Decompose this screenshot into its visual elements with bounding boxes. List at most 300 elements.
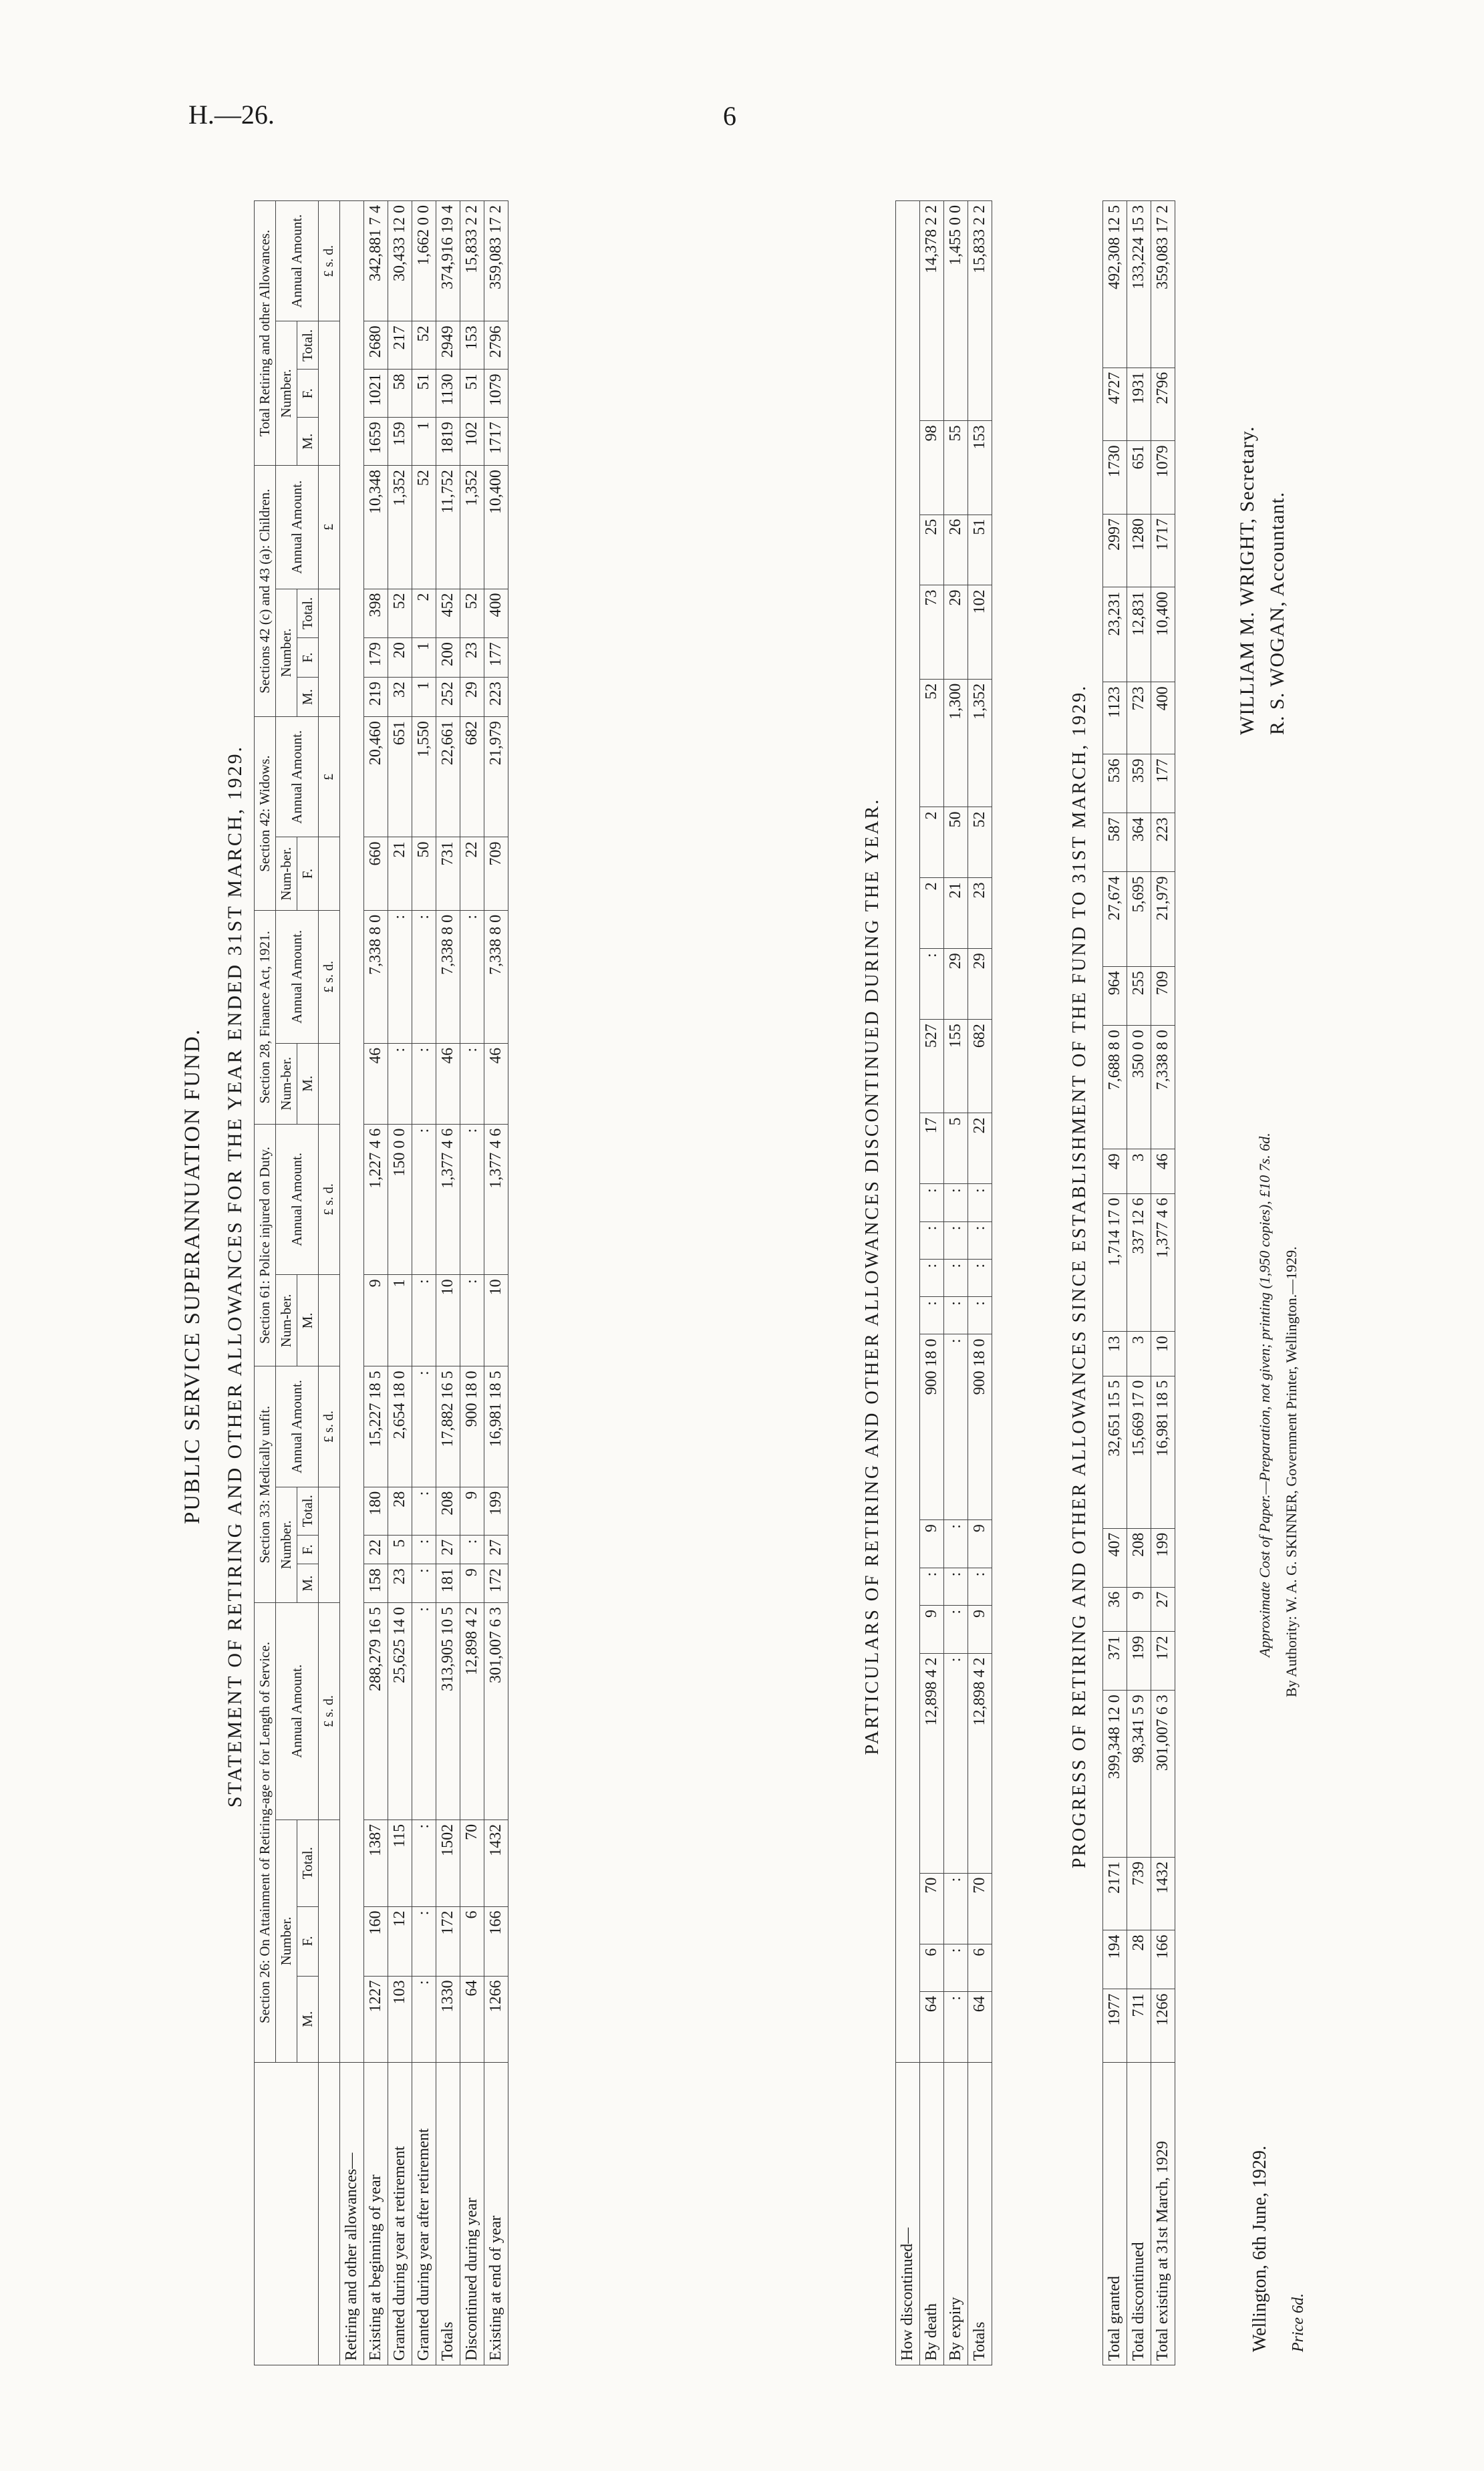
table-row xyxy=(436,201,460,2365)
male-header: M. xyxy=(297,418,319,466)
cell-total: 55 xyxy=(944,421,968,515)
cell-s33: 900 18 0 xyxy=(920,1334,944,1520)
cell-s42: 50 xyxy=(412,837,436,910)
cell-s28: 350 0 0 xyxy=(1127,1026,1151,1149)
cell-total: 342,881 7 4 xyxy=(364,201,388,321)
cell-s33: 172 xyxy=(484,1564,508,1603)
particulars-title: PARTICULARS OF RETIRING AND OTHER ALLOWANCES DISCONTINUED DURING THE YEAR. xyxy=(862,797,883,1755)
units-lsd: £ s. d. xyxy=(319,1366,340,1487)
cell-total: 52 xyxy=(412,321,436,370)
section-label: Retiring and other allowances— xyxy=(340,2063,364,2365)
cell-s42c: 1,352 xyxy=(388,466,412,589)
statement-table-body xyxy=(364,201,508,2365)
cell-s42: 22 xyxy=(460,837,484,910)
cell-total: 1280 xyxy=(1127,514,1151,587)
female-header: F. xyxy=(297,837,319,910)
cell-total: 359,083 17 2 xyxy=(484,201,508,321)
table-row xyxy=(944,201,968,2365)
section-label: How discontinued— xyxy=(896,2063,920,2365)
table-row xyxy=(388,201,412,2365)
cell-s28: : xyxy=(968,1221,992,1259)
number-header: Number. xyxy=(276,589,297,717)
cell-s33: : xyxy=(944,1520,968,1568)
cell-s42: 682 xyxy=(460,717,484,837)
cell-total: 1717 xyxy=(1151,514,1175,587)
cell-s42: 155 xyxy=(944,1020,968,1113)
cell-total: 51 xyxy=(412,370,436,418)
cell-s42: 709 xyxy=(484,837,508,910)
cell-s33: 17,882 16 5 xyxy=(436,1366,460,1487)
cell-s26: 194 xyxy=(1103,1930,1127,1989)
cell-s26: 1227 xyxy=(364,1976,388,2062)
cell-s61: 1,227 4 6 xyxy=(364,1124,388,1275)
cell-s42c: 29 xyxy=(460,678,484,717)
cell-total: 1 xyxy=(412,418,436,466)
cell-s26: 70 xyxy=(920,1873,944,1944)
cell-s33: 9 xyxy=(968,1520,992,1568)
table-row xyxy=(1127,201,1151,2365)
cell-s61: : xyxy=(412,1124,436,1275)
row-label: Existing at end of year xyxy=(484,2063,508,2365)
cell-s42c: 200 xyxy=(436,638,460,678)
cell-s33: : xyxy=(944,1605,968,1653)
units-spacer xyxy=(319,837,340,910)
table-row xyxy=(364,201,388,2365)
cell-s26: 64 xyxy=(968,1992,992,2063)
cell-s33: : xyxy=(412,1564,436,1603)
cell-s61: 150 0 0 xyxy=(388,1124,412,1275)
cell-s42: 27,674 xyxy=(1103,872,1127,967)
cell-s33: 900 18 0 xyxy=(968,1334,992,1520)
cell-s26: 1432 xyxy=(484,1820,508,1906)
cell-total: 2997 xyxy=(1103,514,1127,587)
cell-s42c: 452 xyxy=(436,589,460,638)
row-label: Totals xyxy=(968,2063,992,2365)
cell-s26: 6 xyxy=(460,1906,484,1976)
cell-total: 4727 xyxy=(1103,368,1127,441)
cell-s28: 46 xyxy=(436,1043,460,1124)
cell-s28: 7,338 8 0 xyxy=(1151,1026,1175,1149)
cell-s42c: 12,831 xyxy=(1127,587,1151,682)
cell-total: 2680 xyxy=(364,321,388,370)
cell-s42c: 536 xyxy=(1103,754,1127,813)
cell-total: 2796 xyxy=(1151,368,1175,441)
cell-total: 1,455 0 0 xyxy=(944,201,968,421)
annual-header: Annual Amount. xyxy=(276,1124,319,1275)
cell-s61: 337 12 6 xyxy=(1127,1193,1151,1332)
cell-s42c: 1,352 xyxy=(968,679,992,807)
cell-s61: 9 xyxy=(364,1275,388,1366)
row-label: Totals xyxy=(436,2063,460,2365)
cell-s33: 9 xyxy=(920,1605,944,1653)
cell-s26: 1266 xyxy=(484,1976,508,2062)
cell-s26: 166 xyxy=(1151,1930,1175,1989)
cell-s42: 20,460 xyxy=(364,717,388,837)
male-header: M. xyxy=(297,1043,319,1124)
cell-s33: 181 xyxy=(436,1564,460,1603)
rotated-page-content xyxy=(154,174,1307,2379)
cell-s42c: 2 xyxy=(412,589,436,638)
cell-s33: 15,227 18 5 xyxy=(364,1366,388,1487)
cell-s33: : xyxy=(944,1334,968,1520)
cell-total: 1931 xyxy=(1127,368,1151,441)
cell-s33: : xyxy=(944,1568,968,1605)
cell-s42: 5 xyxy=(944,1113,968,1184)
cell-s42: 709 xyxy=(1151,967,1175,1026)
cell-total: 102 xyxy=(460,418,484,466)
cell-s33: 208 xyxy=(436,1487,460,1535)
statement-table-head xyxy=(255,201,364,2365)
cell-total: 153 xyxy=(460,321,484,370)
signature-accountant: R. S. WOGAN, Accountant. xyxy=(1266,491,1288,735)
cell-total: 492,308 12 5 xyxy=(1103,201,1127,368)
cell-s42c: 50 xyxy=(944,807,968,878)
units-lsd: £ s. d. xyxy=(319,201,340,321)
annual-header: Annual Amount. xyxy=(276,1603,319,1820)
cell-s33: 16,981 18 5 xyxy=(1151,1376,1175,1528)
cell-s61: 10 xyxy=(1151,1332,1175,1376)
row-label: By expiry xyxy=(944,2063,968,2365)
number-header: Number. xyxy=(276,1487,297,1602)
cell-s28: : xyxy=(388,910,412,1043)
cell-s28: 46 xyxy=(1151,1149,1175,1193)
row-label: Total existing at 31st March, 1929 xyxy=(1151,2063,1175,2365)
cell-s61: : xyxy=(920,1297,944,1334)
cell-s42c: 23 xyxy=(968,878,992,949)
female-header: F. xyxy=(297,638,319,678)
cell-s42: 731 xyxy=(436,837,460,910)
cell-s26: 12,898 4 2 xyxy=(920,1653,944,1873)
cell-s42: 21,979 xyxy=(484,717,508,837)
cell-s42c: 52 xyxy=(968,807,992,878)
male-header: M. xyxy=(297,1976,319,2062)
cost-note: Approximate Cost of Paper.—Preparation, not given; printing (1,950 copies), £10 7s. 6d. xyxy=(1256,1133,1273,1657)
cell-s61: 13 xyxy=(1103,1332,1127,1376)
cell-s33: 199 xyxy=(1151,1528,1175,1587)
cell-s33: 36 xyxy=(1103,1587,1127,1631)
cell-total: 58 xyxy=(388,370,412,418)
cell-s26: 1977 xyxy=(1103,1989,1127,2063)
cell-s28: : xyxy=(460,910,484,1043)
price-note: Price 6d. xyxy=(1290,2293,1307,2352)
cell-s42c: 10,400 xyxy=(1151,587,1175,682)
cell-s33: : xyxy=(412,1487,436,1535)
cell-s26: 115 xyxy=(388,1820,412,1906)
authority-line: By Authority: W. A. G. SKINNER, Government Printer, Wellington.—1929. xyxy=(1283,1246,1300,1697)
row-label: Total granted xyxy=(1103,2063,1127,2365)
cell-s26: 160 xyxy=(364,1906,388,1976)
female-header: F. xyxy=(297,370,319,418)
cell-s42: 17 xyxy=(920,1113,944,1184)
cell-s28: 49 xyxy=(1103,1149,1127,1193)
cell-total: 1130 xyxy=(436,370,460,418)
cell-s26: 166 xyxy=(484,1906,508,1976)
cell-total: 159 xyxy=(388,418,412,466)
table-row xyxy=(484,201,508,2365)
cell-total: 1079 xyxy=(484,370,508,418)
cell-s26: : xyxy=(944,1873,968,1944)
cell-s42c: 32 xyxy=(388,678,412,717)
cell-total: 153 xyxy=(968,421,992,515)
row-label-header xyxy=(255,2063,319,2365)
cell-s26: : xyxy=(944,1992,968,2063)
cell-s28: : xyxy=(944,1184,968,1221)
cell-s42c: 223 xyxy=(1151,813,1175,872)
cell-s28: : xyxy=(968,1184,992,1221)
cell-s28: : xyxy=(412,1043,436,1124)
cell-total: 73 xyxy=(920,585,944,679)
cell-s42c: 179 xyxy=(364,638,388,678)
cell-s33: 15,669 17 0 xyxy=(1127,1376,1151,1528)
units-lsd: £ s. d. xyxy=(319,1603,340,1820)
cell-s42c: 23,231 xyxy=(1103,587,1127,682)
cell-s26: 1387 xyxy=(364,1820,388,1906)
cell-s26: 399,348 12 0 xyxy=(1103,1691,1127,1858)
cell-s33: 27 xyxy=(484,1535,508,1564)
cell-s33: 28 xyxy=(388,1487,412,1535)
cell-s33: 9 xyxy=(920,1520,944,1568)
cell-s26: 25,625 14 0 xyxy=(388,1603,412,1820)
cell-s26: 1502 xyxy=(436,1820,460,1906)
cell-s61: 1,714 17 0 xyxy=(1103,1193,1127,1332)
cell-s26: 64 xyxy=(460,1976,484,2062)
cell-s26: : xyxy=(412,1976,436,2062)
cell-s26: : xyxy=(412,1906,436,1976)
cell-s42c: 10,348 xyxy=(364,466,388,589)
annual-header: Annual Amount. xyxy=(276,466,319,589)
cell-s26: 12 xyxy=(388,1906,412,1976)
cell-s33: 9 xyxy=(968,1605,992,1653)
cell-s33: 27 xyxy=(436,1535,460,1564)
cell-total: 30,433 12 0 xyxy=(388,201,412,321)
cell-s33: 900 18 0 xyxy=(460,1366,484,1487)
cell-s26: 288,279 16 5 xyxy=(364,1603,388,1820)
cell-total: 217 xyxy=(388,321,412,370)
male-header: M. xyxy=(297,1564,319,1603)
progress-title: PROGRESS OF RETIRING AND OTHER ALLOWANCES SINCE ESTABLISHMENT OF THE FUND TO 31ST MARCH, 1929. xyxy=(1069,684,1090,1869)
col-section-33: Section 33: Medically unfit. xyxy=(255,1366,276,1603)
cell-s26: 103 xyxy=(388,1976,412,2062)
number-header: Number. xyxy=(276,321,297,466)
statement-table xyxy=(254,200,508,2365)
table-row xyxy=(412,201,436,2365)
cell-s33: 9 xyxy=(460,1487,484,1535)
cell-s26: 313,905 10 5 xyxy=(436,1603,460,1820)
cell-s28: : xyxy=(920,1221,944,1259)
cell-s42c: 21 xyxy=(944,878,968,949)
cell-s33: : xyxy=(968,1568,992,1605)
cell-s42c: 364 xyxy=(1127,813,1151,872)
cell-s42c: 1,352 xyxy=(460,466,484,589)
cell-s33: 199 xyxy=(1127,1632,1151,1691)
cell-total: 1,662 0 0 xyxy=(412,201,436,321)
cell-s26: 1266 xyxy=(1151,1989,1175,2063)
units-label-cell xyxy=(319,2063,340,2365)
table-row xyxy=(920,201,944,2365)
cell-s33: 158 xyxy=(364,1564,388,1603)
page-number: 6 xyxy=(723,101,736,131)
cell-s26: 6 xyxy=(920,1944,944,1992)
cell-s61: : xyxy=(968,1297,992,1334)
cell-s61: 1,377 4 6 xyxy=(484,1124,508,1275)
annual-header: Annual Amount. xyxy=(276,910,319,1043)
cell-s26: 98,341 5 9 xyxy=(1127,1691,1151,1858)
cell-s61: 1,377 4 6 xyxy=(1151,1193,1175,1332)
cell-s61: : xyxy=(944,1297,968,1334)
cell-s42c: 11,752 xyxy=(436,466,460,589)
female-header: F. xyxy=(297,1535,319,1564)
cell-s42c: 723 xyxy=(1127,682,1151,754)
cell-s42c: 29 xyxy=(968,949,992,1020)
cell-s42c: 398 xyxy=(364,589,388,638)
male-header: M. xyxy=(297,678,319,717)
cell-s42c: 52 xyxy=(412,466,436,589)
cell-s33: : xyxy=(920,1568,944,1605)
cell-s42: 1,550 xyxy=(412,717,436,837)
cell-s61: : xyxy=(460,1124,484,1275)
table-row xyxy=(460,201,484,2365)
units-lsd: £ s. d. xyxy=(319,1124,340,1275)
row-label: By death xyxy=(920,2063,944,2365)
cell-s42: 21 xyxy=(388,837,412,910)
cell-s33: 22 xyxy=(364,1535,388,1564)
cell-s33: 16,981 18 5 xyxy=(484,1366,508,1487)
cell-s42c: 1123 xyxy=(1103,682,1127,754)
cell-s42c: 177 xyxy=(1151,754,1175,813)
cell-s33: 208 xyxy=(1127,1528,1151,1587)
cell-s28: : xyxy=(944,1221,968,1259)
cell-s42c: : xyxy=(920,949,944,1020)
cell-total: 51 xyxy=(460,370,484,418)
annual-header: Annual Amount. xyxy=(276,717,319,837)
cell-s26: 172 xyxy=(436,1906,460,1976)
cell-s61: : xyxy=(944,1259,968,1296)
signature-secretary: WILLIAM M. WRIGHT, Secretary. xyxy=(1236,426,1258,735)
units-spacer xyxy=(319,1820,340,2062)
number-header: Num-ber. xyxy=(276,1275,297,1366)
cell-s28: 7,338 8 0 xyxy=(436,910,460,1043)
number-header: Number. xyxy=(276,1820,297,2062)
cell-total: 651 xyxy=(1127,441,1151,515)
cell-s42c: 23 xyxy=(460,638,484,678)
cell-s42c: 359 xyxy=(1127,754,1151,813)
units-spacer xyxy=(319,1487,340,1602)
cell-total: 133,224 15 3 xyxy=(1127,201,1151,368)
cell-s33: 172 xyxy=(1151,1632,1175,1691)
cell-s33: 371 xyxy=(1103,1632,1127,1691)
cell-s61: 3 xyxy=(1127,1332,1151,1376)
cell-total: 1819 xyxy=(436,418,460,466)
annual-header: Annual Amount. xyxy=(276,201,319,321)
cell-s26: 70 xyxy=(968,1873,992,1944)
cell-s42c: 252 xyxy=(436,678,460,717)
cell-s42c: 52 xyxy=(920,679,944,807)
col-section-28: Section 28, Finance Act, 1921. xyxy=(255,910,276,1124)
cell-s61: 1 xyxy=(388,1275,412,1366)
cell-total: 26 xyxy=(944,515,968,585)
cell-s42c: 29 xyxy=(944,949,968,1020)
cell-s26: 739 xyxy=(1127,1857,1151,1930)
place-date: Wellington, 6th June, 1929. xyxy=(1249,2146,1270,2352)
col-section-26: Section 26: On Attainment of Retiring-age or for Length of Service. xyxy=(255,1603,276,2063)
row-label: Total discontinued xyxy=(1127,2063,1151,2365)
units-row xyxy=(319,201,340,2365)
cell-total: 2796 xyxy=(484,321,508,370)
col-section-42c: Sections 42 (c) and 43 (a): Children. xyxy=(255,466,276,717)
cell-s42c: 1 xyxy=(412,638,436,678)
cell-s33: 2,654 18 0 xyxy=(388,1366,412,1487)
cell-s61: 10 xyxy=(484,1275,508,1366)
col-section-42: Section 42: Widows. xyxy=(255,717,276,911)
cell-s33: : xyxy=(412,1535,436,1564)
cell-s33: 27 xyxy=(1151,1587,1175,1631)
cell-s42c: 400 xyxy=(484,589,508,638)
cell-s61: : xyxy=(412,1275,436,1366)
cell-s61: 1,377 4 6 xyxy=(436,1124,460,1275)
cell-s61: : xyxy=(968,1259,992,1296)
cell-total: 14,378 2 2 xyxy=(920,201,944,421)
units-lsd: £ s. d. xyxy=(319,910,340,1043)
cell-s26: : xyxy=(412,1820,436,1906)
section-label-spacer xyxy=(896,201,920,2063)
row-label: Granted during year after retirement xyxy=(412,2063,436,2365)
statement-title: STATEMENT OF RETIRING AND OTHER ALLOWANCES FOR THE YEAR ENDED 31ST MARCH, 1929. xyxy=(224,744,246,1808)
cell-s28: 7,338 8 0 xyxy=(484,910,508,1043)
cell-s33: 199 xyxy=(484,1487,508,1535)
units-pounds: £ xyxy=(319,717,340,837)
cell-s42: 527 xyxy=(920,1020,944,1113)
cell-s33: 9 xyxy=(1127,1587,1151,1631)
male-header: M. xyxy=(297,1275,319,1366)
cell-s28: : xyxy=(388,1043,412,1124)
row-label: Granted during year at retirement xyxy=(388,2063,412,2365)
cell-s26: : xyxy=(944,1944,968,1992)
cell-s61: : xyxy=(920,1259,944,1296)
cell-total: 1659 xyxy=(364,418,388,466)
cell-s33: 5 xyxy=(388,1535,412,1564)
cell-s26: 12,898 4 2 xyxy=(460,1603,484,1820)
cell-total: 2949 xyxy=(436,321,460,370)
cell-s42: 22,661 xyxy=(436,717,460,837)
units-spacer xyxy=(319,321,340,466)
cell-s61: : xyxy=(460,1275,484,1366)
cell-s42c: 219 xyxy=(364,678,388,717)
cell-s26: 301,007 6 3 xyxy=(1151,1691,1175,1858)
cell-total: 1079 xyxy=(1151,441,1175,515)
cell-s33: 407 xyxy=(1103,1528,1127,1587)
cell-s42c: 400 xyxy=(1151,682,1175,754)
cell-total: 374,916 19 4 xyxy=(436,201,460,321)
table-row xyxy=(968,201,992,2365)
cell-s26: 1330 xyxy=(436,1976,460,2062)
cell-s26: 28 xyxy=(1127,1930,1151,1989)
cell-s42c: 177 xyxy=(484,638,508,678)
section-label-row xyxy=(340,201,364,2365)
cell-s42c: 20 xyxy=(388,638,412,678)
cell-s28: : xyxy=(460,1043,484,1124)
cell-s26: 70 xyxy=(460,1820,484,1906)
total-header: Total. xyxy=(297,589,319,638)
annual-header: Annual Amount. xyxy=(276,1366,319,1487)
cell-s42: 660 xyxy=(364,837,388,910)
cell-s42c: 1,300 xyxy=(944,679,968,807)
cell-s26: : xyxy=(412,1603,436,1820)
row-label: Discontinued during year xyxy=(460,2063,484,2365)
cell-s42c: 10,400 xyxy=(484,466,508,589)
total-header: Total. xyxy=(297,1820,319,1906)
cell-s28: : xyxy=(920,1184,944,1221)
cell-total: 15,833 2 2 xyxy=(460,201,484,321)
